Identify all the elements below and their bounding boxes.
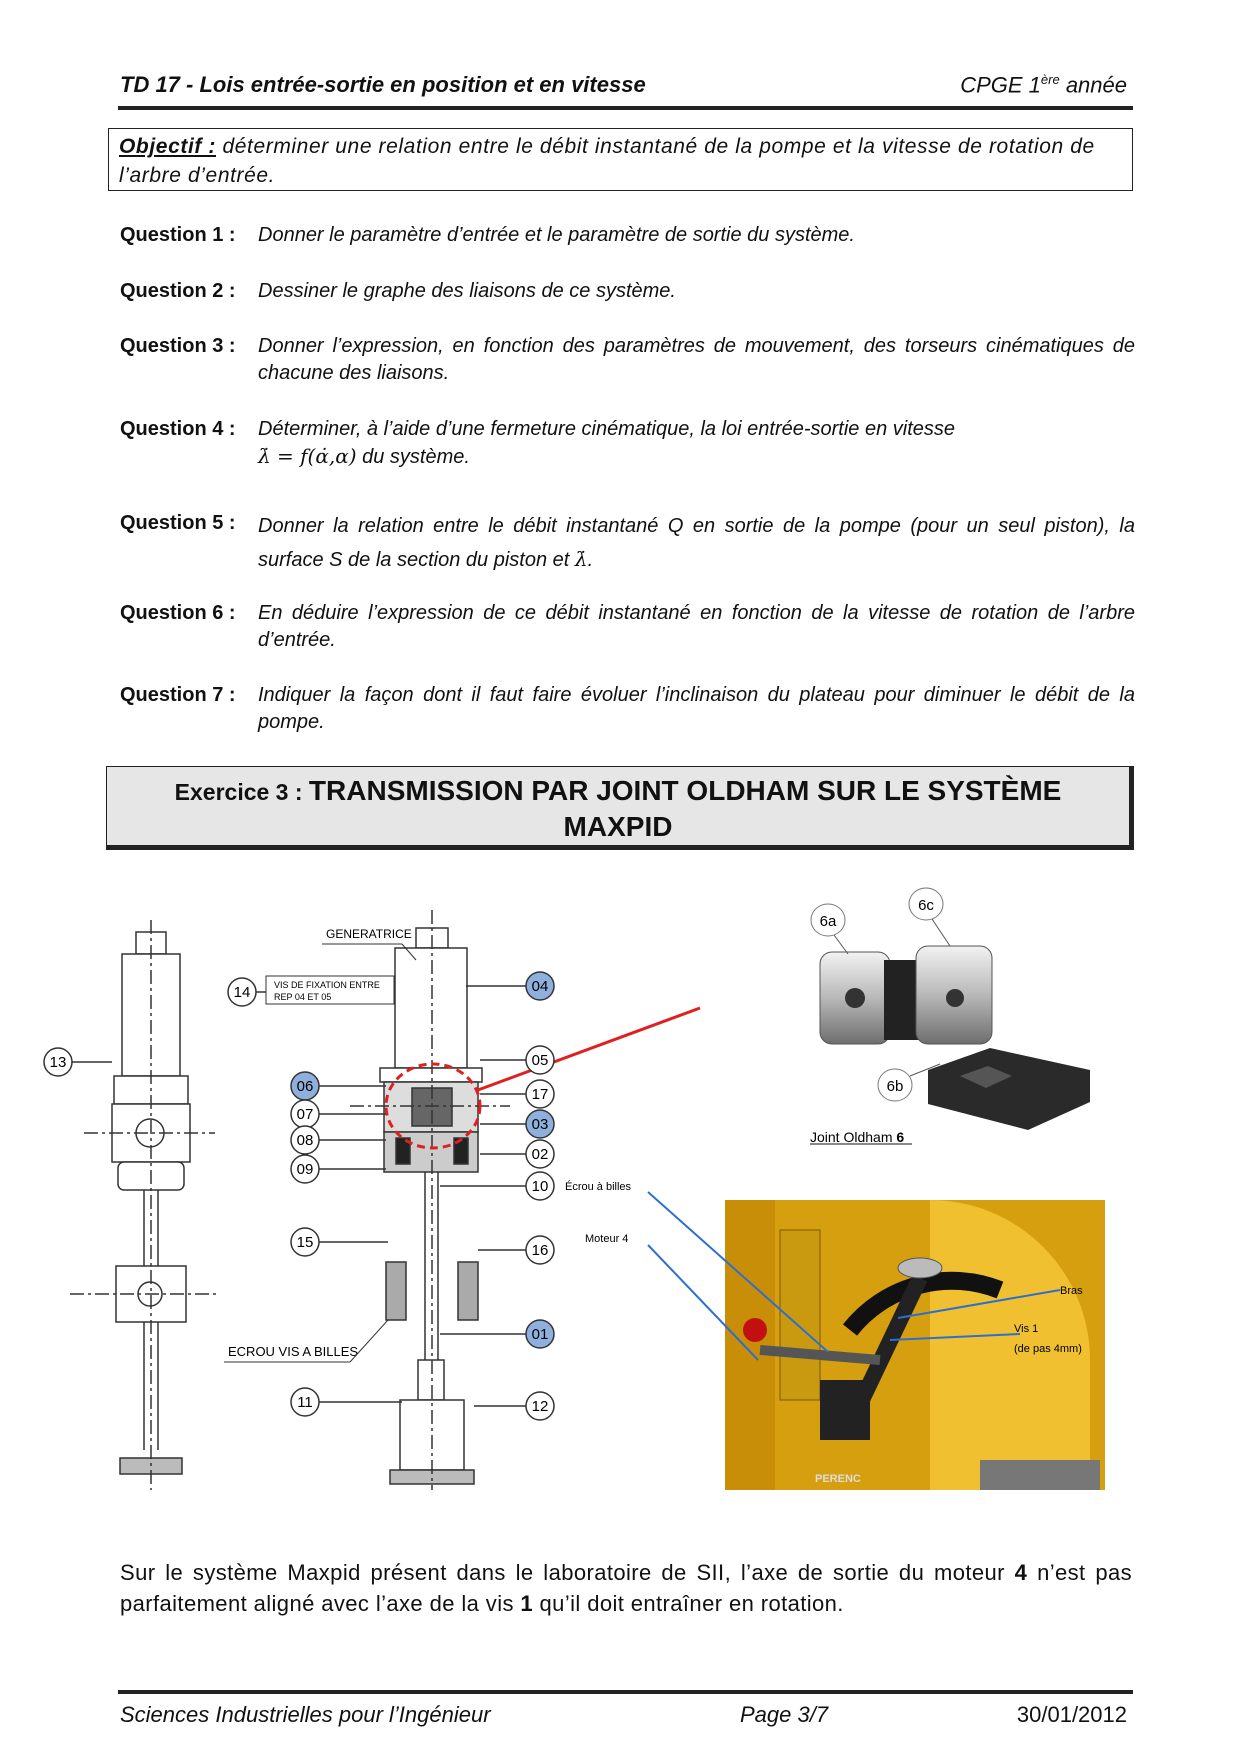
callout-label: 12 [531, 1398, 549, 1415]
callout-label: 11 [297, 1394, 313, 1411]
callout-label: 01 [531, 1326, 549, 1343]
formula: λ̇ [574, 547, 588, 571]
vis-pas-label: (de pas 4mm) [1014, 1343, 1082, 1355]
maxpid-photo [565, 1181, 1140, 1500]
footer-subject: Sciences Industrielles pour l’Ingénieur [120, 1702, 491, 1727]
callout-label: 14 [233, 984, 251, 1001]
moteur-label: Moteur 4 [585, 1233, 629, 1245]
question-label: Question 6 : [120, 602, 236, 624]
exercise-title: TRANSMISSION PAR JOINT OLDHAM SUR LE SYSTÈME [308, 775, 1062, 806]
page-header [118, 70, 1133, 110]
callout-label: 17 [531, 1086, 549, 1103]
label-6c: 6c [918, 897, 934, 914]
objective-box [108, 128, 1133, 191]
class-level: CPGE 1ère année [960, 72, 1127, 98]
callout-label: 15 [296, 1234, 314, 1251]
question-label: Question 5 : [120, 512, 236, 534]
ecrou-label: Écrou à billes [565, 1181, 632, 1193]
oldham-joint-photo [800, 880, 1100, 1145]
objective-label: Objectif : [119, 135, 217, 158]
oldham-disc [928, 1048, 1090, 1130]
question-label: Question 3 : [120, 335, 236, 357]
exercise-number: Exercice 3 : [174, 779, 309, 805]
oldham-caption: Joint Oldham 6 [810, 1129, 905, 1145]
question-text: Donner la relation entre le débit instantané Q en sortie de la pompe (pour un seul piston), la surface S de la section du piston et λ̇. [258, 515, 1135, 571]
ecrou-label: ECROU VIS A BILLES [228, 1344, 359, 1359]
callout-label: 07 [296, 1106, 314, 1123]
question-text: Donner le paramètre d’entrée et le paramètre de sortie du système. [258, 224, 855, 246]
document-title: TD 17 - Lois entrée-sortie en position et en vitesse [120, 72, 646, 97]
callout-label: 03 [531, 1116, 549, 1133]
question-label: Question 4 : [120, 418, 236, 440]
note-line: REP 04 ET 05 [274, 992, 332, 1002]
question-text: Dessiner le graphe des liaisons de ce système. [258, 280, 676, 302]
callout-label: 05 [531, 1052, 549, 1069]
page-number: Page 3/7 [740, 1702, 829, 1727]
question-text: Donner l’expression, en fonction des paramètres de mouvement, des torseurs cinématiques de chacune des liaisons. [258, 335, 1135, 384]
generatrice-label: GENERATRICE [326, 927, 412, 941]
question-text: Déterminer, à l’aide d’une fermeture cinématique, la loi entrée-sortie en vitesse λ̇ = f(α̇,α) du système. [258, 418, 956, 468]
callout-label: 13 [49, 1054, 67, 1071]
red-arrow [478, 1008, 700, 1090]
question-text: Indiquer la façon dont il faut faire évoluer l’inclinaison du plateau pour diminuer le débit de la pompe. [258, 684, 1135, 733]
question-label: Question 7 : [120, 684, 236, 706]
vis-label: Vis 1 [1014, 1323, 1039, 1335]
question-label: Question 1 : [120, 224, 236, 246]
question-label: Question 2 : [120, 280, 236, 302]
page-footer [118, 1690, 1133, 1727]
exercise-heading [106, 766, 1134, 850]
exercise-title-line2: MAXPID [563, 811, 673, 842]
brand-label: PERENC [815, 1473, 861, 1485]
callout-label: 04 [531, 978, 549, 995]
formula: λ̇ = f(α̇,α) [258, 444, 357, 468]
label-6a: 6a [819, 913, 837, 930]
note-line: VIS DE FIXATION ENTRE [274, 980, 380, 990]
technical-drawing [40, 890, 680, 1500]
callout-label: 09 [296, 1161, 314, 1178]
objective-text: déterminer une relation entre le débit instantané de la pompe et la vitesse de rotation de l’arbre d’entrée. [119, 135, 1095, 187]
callout-label: 02 [531, 1146, 549, 1163]
bras-label: Bras [1060, 1285, 1083, 1297]
question-text: En déduire l’expression de ce débit instantané en fonction de la vitesse de rotation de l’arbre d’entrée. [258, 602, 1135, 651]
callout-label: 06 [296, 1078, 314, 1095]
footer-date: 30/01/2012 [1016, 1702, 1127, 1727]
callout-label: 16 [531, 1242, 549, 1259]
label-6b: 6b [886, 1078, 904, 1095]
callout-label: 10 [531, 1178, 549, 1195]
disc-6b [884, 960, 920, 1040]
callout-label: 08 [296, 1132, 314, 1149]
intro-paragraph: Sur le système Maxpid présent dans le laboratoire de SII, l’axe de sortie du moteur 4 n’est pas parfaitement aligné avec l’axe de la vis 1 qu’il doit entraîner en rotation. [120, 1560, 1132, 1616]
